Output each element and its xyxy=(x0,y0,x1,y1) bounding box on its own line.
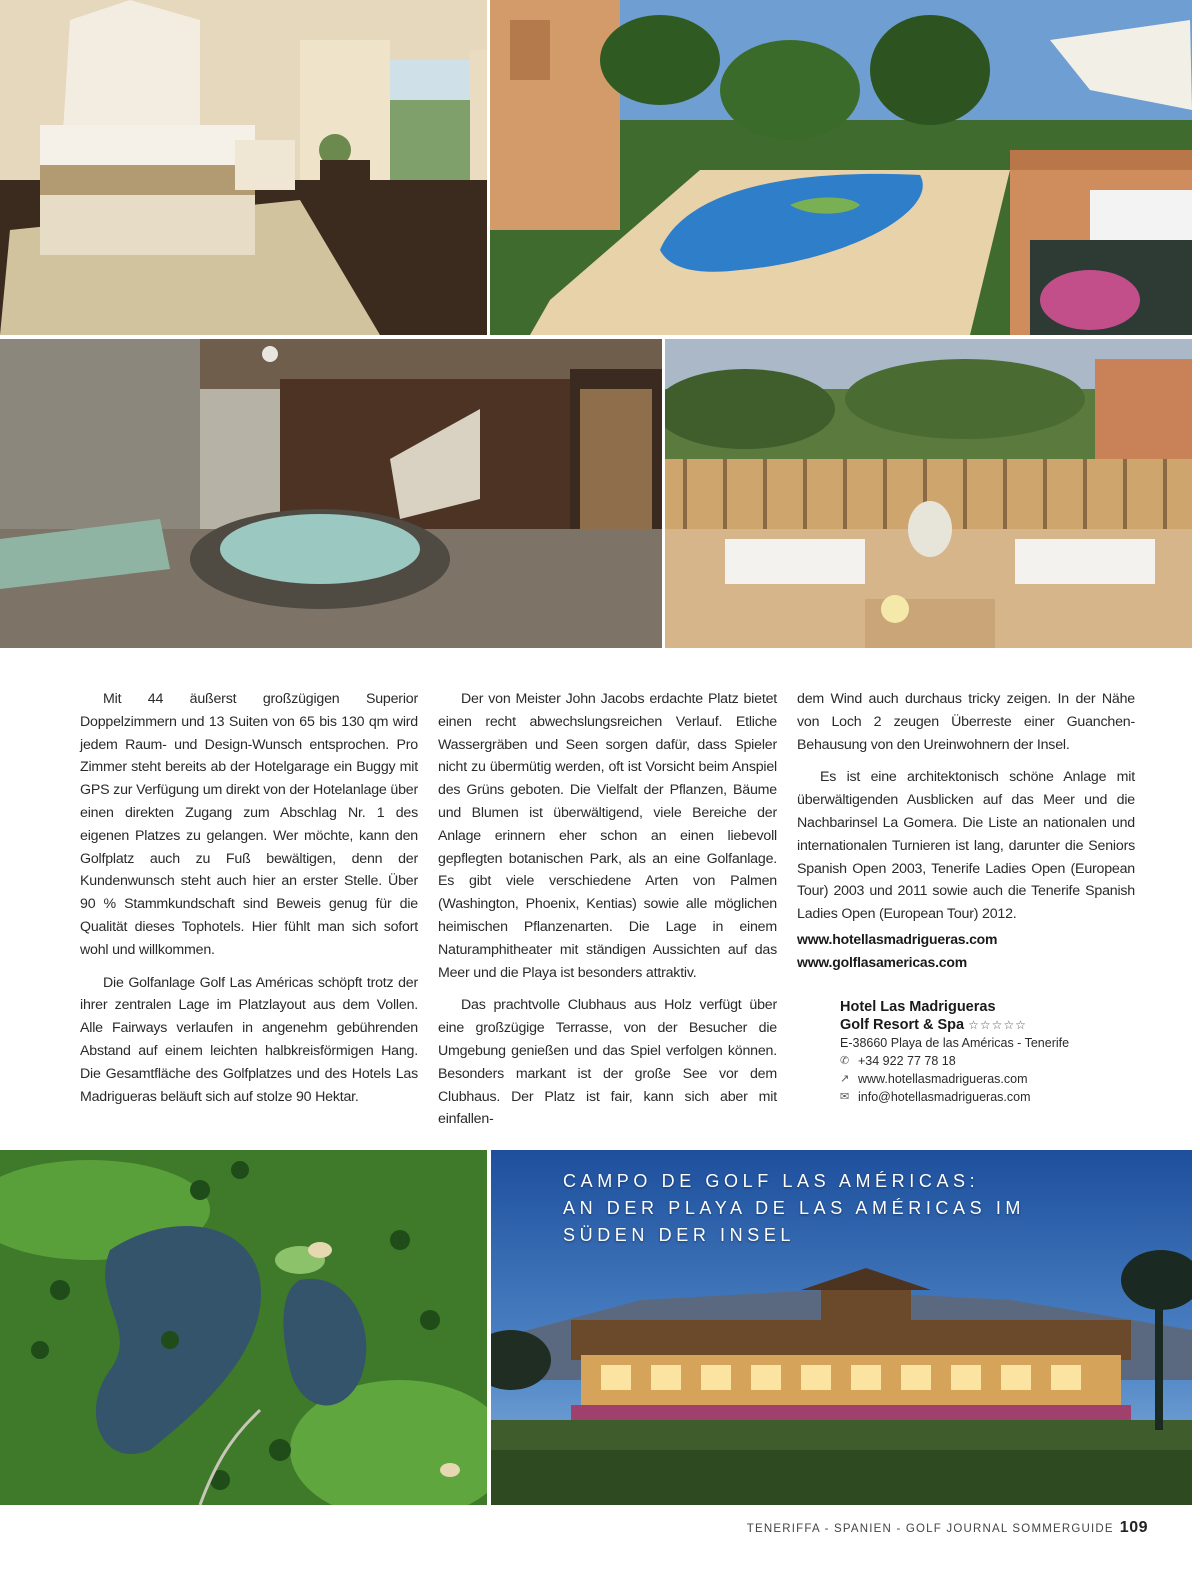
paragraph: Der von Meister John Jacobs erdachte Platz bietet einen recht abwechslungsreichen Verlauf. Etliche Wassergräben und Seen sorgen dafür, dass Spieler nicht zu übermütig werden, oft ist Vorsicht beim Anspiel des Grüns geboten. Die Vielfalt der Pflanzen, Bäume und Blumen ist überwältigend, viele Bereiche der Anlage erinnern eher schon an einen liebevoll gepflegten botanischen Park, als an eine Golfanlage. Es gibt viele verschiedene Arten von Palmen (Washington, Phoenix, Kentias) sowie alle möglichen heimischen Pflanzenarten. Die Lage in einem Naturamphitheater mit ständigen Aussichten auf das Meer und die Playa ist besonders attraktiv. xyxy=(438,691,777,981)
article-column-3 xyxy=(797,688,1135,974)
phone-line xyxy=(840,1052,1170,1070)
envelope-icon: ✉ xyxy=(840,1091,850,1103)
page-footer xyxy=(747,1519,1148,1537)
phone-text: +34 922 77 78 18 xyxy=(858,1054,956,1068)
headline-line-2: AN DER PLAYA DE LAS AMÉRICAS IM xyxy=(563,1198,1026,1218)
running-title: TENERIFFA - SPANIEN - GOLF JOURNAL SOMMERGUIDE xyxy=(746,1523,1114,1535)
star-rating: ☆☆☆☆☆ xyxy=(968,1018,1027,1032)
web-link[interactable]: www.hotellasmadrigueras.com xyxy=(858,1072,1028,1086)
web-line xyxy=(840,1070,1170,1088)
paragraph: Das prachtvolle Clubhaus aus Holz verfügt über eine großzügige Terrasse, von der Besucher die Umgebung genießen und das Spiel verfolgen können. Besonders markant ist der große See vor dem Clubhaus. Der Platz ist fair, kann sich aber mit einfallen- xyxy=(438,997,777,1128)
spa-photo xyxy=(0,339,662,648)
phone-icon: ✆ xyxy=(840,1055,850,1067)
hotel-website-link[interactable]: www.hotellasmadrigueras.com xyxy=(797,930,998,947)
address xyxy=(840,1034,1170,1052)
page-number: 109 xyxy=(1119,1519,1148,1536)
hotel-subtitle-text: Golf Resort & Spa xyxy=(840,1017,965,1033)
paragraph: Mit 44 äußerst großzügigen Superior Doppelzimmern und 13 Suiten von 65 bis 130 qm wird jedem Raum- und Design-Wunsch entsprochen. Pro Zimmer steht bereits ab der Hotelgarage ein Buggy mit GPS zur Verfügung um direkt von der Hotelanlage über einen direkten Zugang zum Abschlag Nr. 1 des eigenen Platzes zu gelangen. Wer möchte, kann den Golfplatz auch zu Fuß bewältigen, denn der Kundenwunsch steht auch hier an erster Stelle. Über 90 % Stammkundschaft sind Beweis genug für die Qualität dieses Tophotels. Hier fühlt man sich sofort wohl und willkommen. xyxy=(80,691,418,958)
golf-aerial-photo xyxy=(0,1150,487,1505)
pool-terrace-photo xyxy=(490,0,1192,335)
golf-website-link[interactable]: www.golflasamericas.com xyxy=(797,953,967,970)
article-column-2 xyxy=(438,688,777,1141)
paragraph: Es ist eine architektonisch schöne Anlage mit überwältigenden Ausblicken auf das Meer und die Nachbarinsel La Gomera. Die Liste an nationalen und internationalen Turnieren ist lang, darunter die Seniors Spanish Open 2003, Tenerife Ladies Open (European Tour) 2003 und 2011 sowie auch die Tenerife Spanish Ladies Open (European Tour) 2012. xyxy=(797,769,1135,923)
headline-line-1: CAMPO DE GOLF LAS AMÉRICAS: xyxy=(563,1171,980,1191)
email-link[interactable]: info@hotellasmadrigueras.com xyxy=(858,1090,1031,1104)
email-line xyxy=(840,1088,1170,1106)
hotel-name: Hotel Las Madrigueras xyxy=(840,999,996,1015)
headline-line-3: SÜDEN DER INSEL xyxy=(563,1225,796,1245)
paragraph: dem Wind auch durchaus tricky zeigen. In der Nähe von Loch 2 zeugen Überreste einer Guanchen-Behausung von den Ureinwohnern der Insel. xyxy=(797,691,1135,753)
address-text: E-38660 Playa de las Américas - Tenerife xyxy=(840,1036,1070,1050)
article-column-1 xyxy=(80,688,418,1118)
hotel-subtitle xyxy=(840,1016,1170,1034)
paragraph: Die Golfanlage Golf Las Américas schöpft trotz der ihrer zentralen Lage im Platzlayout aus dem Vollen. Alle Fairways verlaufen in angenehm gebührenden Abstand auf einem leichten halbkreisförmigen Hang. Die Gesamtfläche des Golfplatzes und des Hotels Las Madrigueras beläuft sich auf stolze 90 Hektar. xyxy=(80,974,418,1105)
photo-headline xyxy=(563,1168,1025,1249)
bedroom-photo xyxy=(0,0,487,335)
balcony-photo xyxy=(665,339,1192,648)
contact-box xyxy=(840,998,1170,1106)
link-icon: ↗ xyxy=(840,1073,850,1085)
